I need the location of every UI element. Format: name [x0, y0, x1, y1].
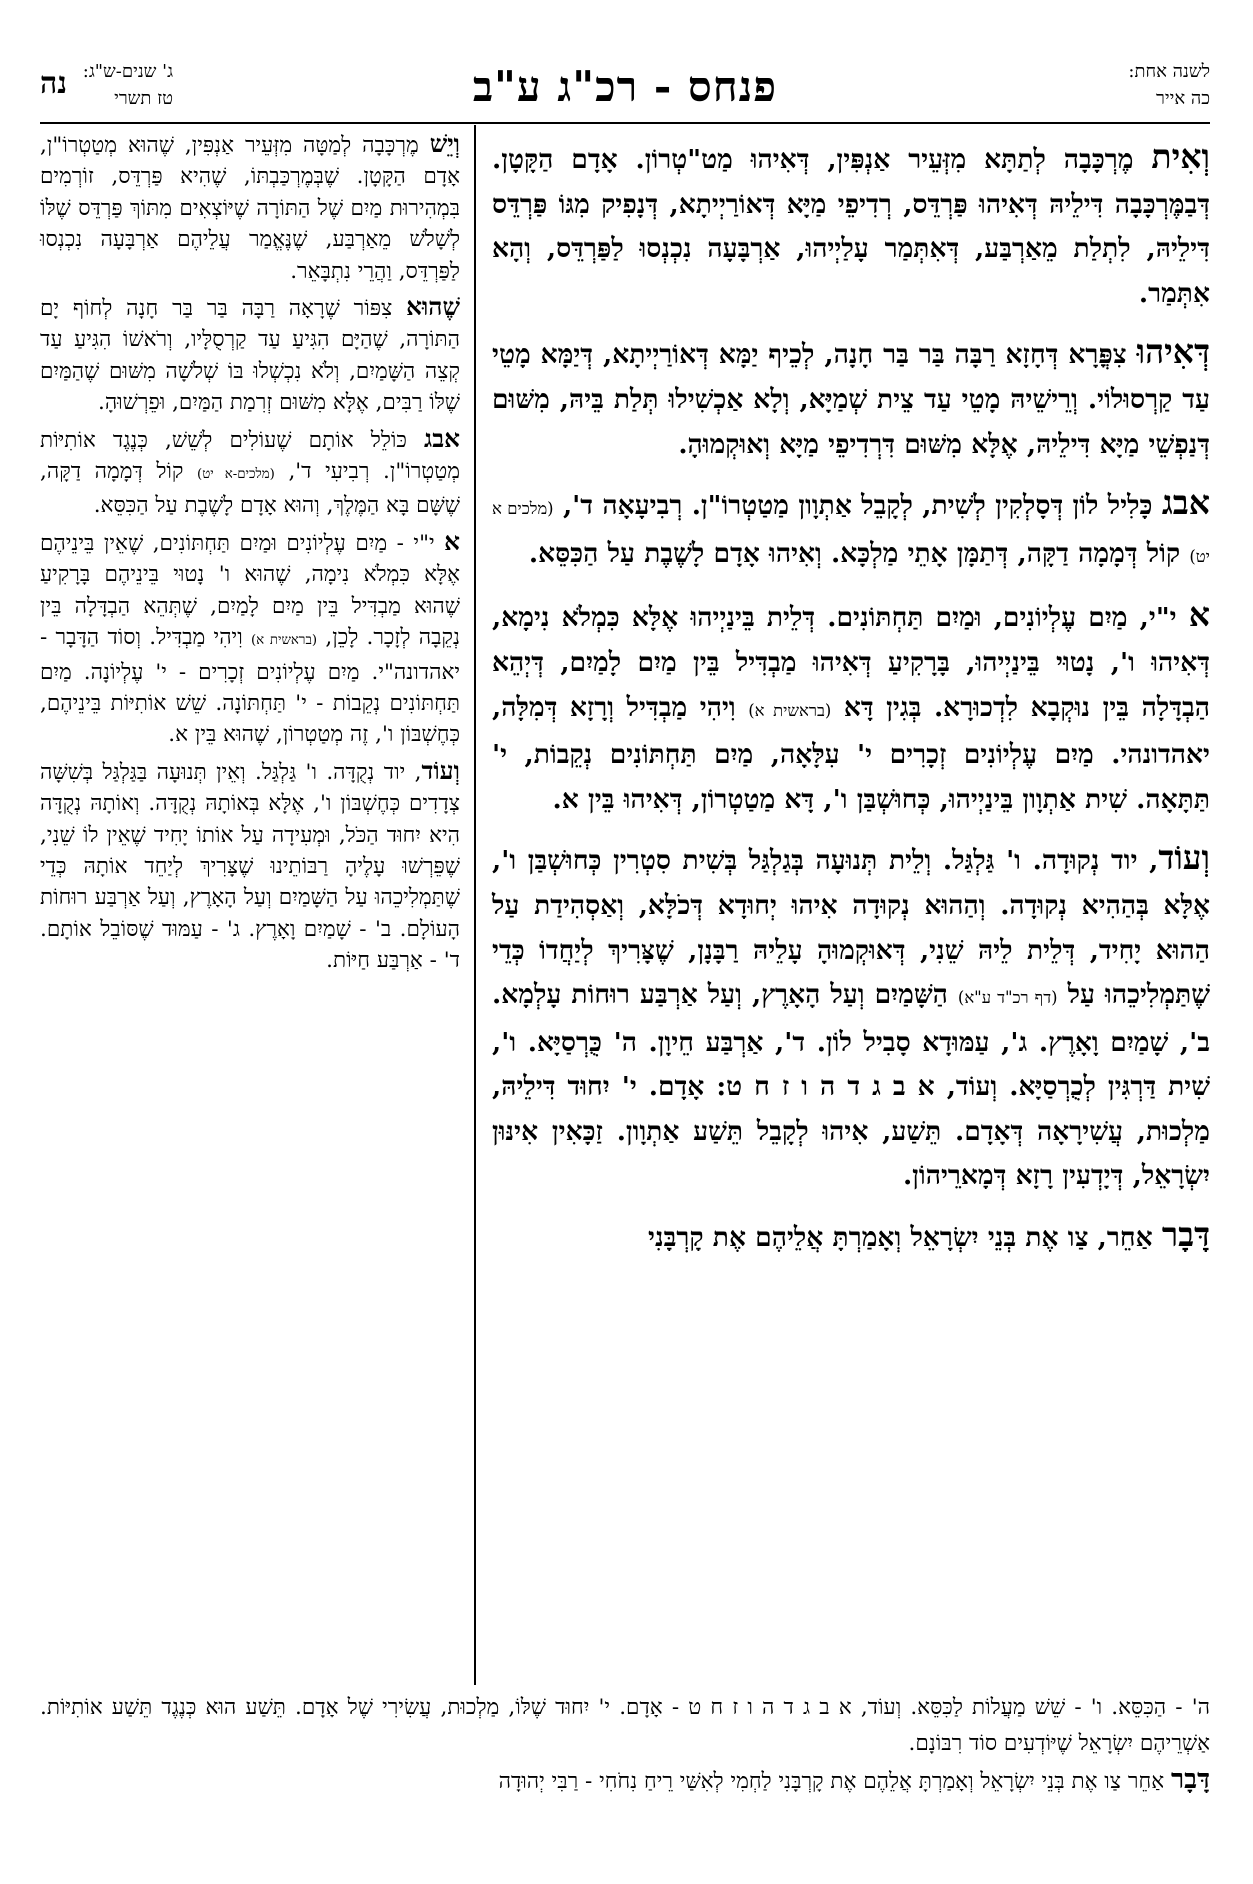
side-lead-word: שֶׁהוּא — [406, 292, 460, 322]
side-lead-word: וְעוֹד — [421, 755, 460, 785]
main-lead-word: אבג — [1161, 483, 1210, 523]
main-text: אַחֵר, צַו אֶת בְּנֵי יִשְׂרָאֵל וְאָמַרְתָּ אֲלֵיהֶם אֶת קָרְבָּנִי — [648, 1222, 1162, 1254]
side-paragraph-1 — [40, 128, 460, 287]
main-column — [492, 135, 1210, 1685]
header-left-line2: טז תשרי — [114, 88, 174, 109]
header-left-line1: ג' שנים-ש"ג: — [82, 61, 174, 82]
main-text: צִפֳּרָא דְּחָזָא רַבָּה בַּר בַּר חָנָה, לְכֵיף יַמָּא דְּאוֹרַיְיתָא, דְּיַמָּא מָטֵי עַד קַרְסוּלוֹי. וְרֵישֵׁיהּ מָטֵי עַד צֵית שְׁמַיָּא, וְלָא אַכְשִׁילוּ תְּלַת בֵּיהּ, מִשּׁוּם דְּנַפְשֵׁי מַיָּא דִּילֵיהּ, אֶלָּא מִשּׁוּם דִּרְדִיפֵי מַיָּא וְאוּקְמוּהָ. — [492, 339, 1210, 460]
header-left-block — [40, 58, 173, 112]
main-text: מֶרְכָּבָה לְתַתָּא מִזְּעֵיר אַנְפִּין, דְּאִיהוּ מַט"טְרוֹן. אָדָם הַקָּטָן. דְּבַמֶּרְכָּבָה דִּילֵיהּ דְּאִיהוּ פַּרְדֵּס, רְדִיפֵי מַיָּא דְּאוֹרַיְיתָא, דְּנָפִיק מִגּוֹ פַּרְדֵּס דִּילֵיהּ, לִתְלַת מֵאַרְבַּע, דְּאִתְּמַר עָלַיְיהוּ, אַרְבָּעָה נִכְנְסוּ לַפַּרְדֵּס, וְהָא אִתְּמַר. — [492, 144, 1210, 309]
side-lead-word: אבג — [424, 423, 460, 453]
page-header — [40, 52, 1210, 124]
verse-citation: (מלכים א יט) — [492, 499, 1210, 566]
bottom-full-width-text — [40, 1690, 1210, 1870]
main-text: י"י, מַיִם עֶלְיוֹנִים, וּמַיִם תַּחְתּוֹנִים. דְּלֵית בֵּינַיְיהוּ אֶלָּא כִּמְלֹא נִימָא, דְּאִיהוּ ו', נָטוּי בֵּינַיְיהוּ, בָּרָקִיעַ דְּאִיהוּ מַבְדִּיל בֵּין מַיִם לָמַיִם, דְּיְהֵא הַבְדָּלָה בֵּין נוּקְבָא לִדְכוּרָא. בְּגִין דָּא — [492, 602, 1211, 723]
main-paragraph-3 — [492, 481, 1210, 579]
verse-citation: (בראשית א) — [748, 700, 832, 720]
main-paragraph-1 — [492, 135, 1210, 316]
bottom-text-2: אַחֵר צַו אֶת בְּנֵי יִשְׂרָאֵל וְאָמַרְתָּ אֲלֵהֶם אֶת קָרְבָּנִי לַחְמִי לְאִשַּׁי רֵיחַ נִחֹחִי - רַבִּי יְהוּדָה — [498, 1769, 1171, 1794]
column-divider — [474, 125, 476, 1685]
main-text-cont: קוֹל דְּמָמָה דַקָּה, דְּתַמָּן אָתֵי מַלְכָּא. וְאִיהוּ אָדָם לָשֶׁבֶת עַל הַכִּסֵּא. — [528, 537, 1190, 569]
main-paragraph-2 — [492, 330, 1210, 467]
main-paragraph-6 — [492, 1213, 1210, 1261]
side-text-cont: קוֹל דְּמָמָה דַקָּה, שֶׁשָּׁם בָּא הַמֶּלֶךְ, וְהוּא אָדָם לָשֶׁבֶת עַל הַכִּסֵּא. — [40, 459, 460, 519]
main-text-cont: וִיהִי מַבְדִּיל וְרָזָא דְּמִלָּה, יאהדונהי. מַיִם עֶלְיוֹנִים זְכָרִים י' עִלָּאָה, מַיִם תַּחְתּוֹנִים נְקֵבוֹת, י' תַּתָּאָה. שִׁית אַתְוָון בֵּינַיְיהוּ, כְּחוּשְׁבַּן ו', דָּא מַטַטְרוֹן, דְּאִיהוּ בֵּין א. — [492, 691, 1210, 815]
main-paragraph-5 — [492, 836, 1210, 1199]
translation-column — [40, 128, 460, 1688]
page-citation: (דף רכ"ד ע"א) — [957, 988, 1058, 1008]
side-lead-word: א — [444, 526, 460, 556]
side-lead-word: וְיֵשׁ — [429, 129, 460, 158]
main-lead-word: וְאִית — [1151, 137, 1210, 176]
main-paragraph-4 — [492, 593, 1210, 822]
side-text: י"י - מַיִם עֶלְיוֹנִים וּמַיִם תַּחְתּוֹנִים, שֶׁאֵין בֵּינֵיהֶם אֶלָּא כִּמְלֹא נִימָה, שֶׁהוּא ו' נָטוּי בֵּינֵיהֶם בָּרָקִיעַ שֶׁהוּא מַבְדִּיל בֵּין מַיִם לָמַיִם, שֶׁתְּהֵא הַבְדָּלָה בֵּין נְקֵבָה לְזָכָר. לָכֵן, — [40, 530, 460, 651]
main-lead-word: וְעוֹד — [1158, 838, 1210, 878]
header-left-lines — [83, 58, 173, 112]
header-right-line1: לשנה אחת: — [1128, 61, 1210, 82]
side-text: מֶרְכָּבָה לְמַטָּה מִזְּעֵיר אַנְפִּין, שֶׁהוּא מְטַטְרוֹ"ן, אָדָם הַקָּטָן. שֶׁבְּמֶרְכַּבְתּוֹ, שֶׁהִיא פַּרְדֵּס, זוֹרְמִים בִּמְהִירוּת מַיִם שֶׁל הַתּוֹרָה שֶׁיּוֹצְאִים מִתּוֹךְ פַּרְדֵּס שֶׁלּוֹ לְשָׁלֹשׁ מֵאַרְבַּע, שֶׁנֶּאֱמַר עֲלֵיהֶם אַרְבָּעָה נִכְנְסוּ לַפַּרְדֵּס, וַהֲרֵי נִתְבָּאֵר. — [40, 133, 460, 284]
side-text: צִפּוֹר שֶׁרָאָה רַבָּה בַּר בַּר חָנָה לְחוֹף יָם הַתּוֹרָה, שֶׁהַיָּם הִגִּיעַ עַד קַרְסֻלָּיו, וְרֹאשׁוֹ הִגִּיעַ עַד קְצֵה הַשָּׁמַיִם, וְלֹא נִכְשְׁלוּ בּוֹ שְׁלֹשָׁה מִשּׁוּם שֶׁהַמַּיִם שֶׁלּוֹ רַבִּים, אֶלָּא מִשּׁוּם זְרִמַת הַמַּיִם, וּפֵרְשׁוּהָ. — [40, 296, 460, 416]
page-number: נה — [40, 66, 68, 101]
main-text-cont: הַשָּׁמַיִם וְעַל הָאָרֶץ, וְעַל אַרְבַּע רוּחוֹת עָלְמָא. ב', שָׁמַיִם וָאָרֶץ. ג', עַמּוּדָא סָבִיל לוֹן. ד', אַרְבַּע חֵיוָן. ה' כֻּרְסַיָּא. ו', שִׁית דַּרְגִּין לְכֻרְסַיָּא. וְעוֹד, א ב ג ד ה ו ז ח ט: אָדָם. י' יִחוּד דִּילֵיהּ, מַלְכוּת, עֲשִׁירָאָה דְּאָדָם. תֵּשַׁע, אִיהוּ לְקָבֵל תֵּשַׁע אַתְוָון. זַכָּאִין אִינּוּן יִשְׂרָאֵל, דְּיָדְעִין רָזָא דְּמָארֵיהוֹן. — [492, 979, 1210, 1192]
side-text: כּוֹלֵל אוֹתָם שֶׁעוֹלִים לְשֵׁשׁ, כְּנֶגֶד אוֹתִיּוֹת מְטַטְרוֹ"ן. רְבִיעִי ד', — [40, 427, 460, 485]
main-text: כָּלִיל לוֹן דְּסָלְקִין לְשִׁית, לְקָבֵל אַתְוָון מַטַטְרוֹ"ן. רְבִיעָאָה ד', — [562, 490, 1162, 522]
main-lead-word: א — [1188, 595, 1210, 635]
verse-citation: (מלכים-א יט) — [197, 467, 275, 483]
side-paragraph-5 — [40, 755, 460, 977]
side-text: , יוד נְקֻדָּה. ו' גַּלְגַּל. וְאֵין תְּנוּעָה בַּגַּלְגַּל בְּשִׁשָּׁה צְדָדִים כְּחֶשְׁבּוֹן ו', אֶלָּא בְּאוֹתָהּ נְקֻדָּה. וְאוֹתָהּ נְקֻדָּה הִיא יִחוּד הַכֹּל, וּמְעִידָה עַל אוֹתוֹ יָחִיד שֶׁאֵין לוֹ שֵׁנִי, שֶׁפֵּרְשׁוּ עָלֶיהָ רַבּוֹתֵינוּ שֶׁצָּרִיךְ לְיַחֵד אוֹתָהּ כְּדֵי שֶׁתַּמְלִיכֵהוּ עַל הַשָּׁמַיִם וְעַל הָאָרֶץ, וְעַל אַרְבַּע רוּחוֹת הָעוֹלָם. ב' - שָׁמַיִם וָאָרֶץ. ג' - עַמּוּד שֶׁסּוֹבֵל אוֹתָם. ד' - אַרְבַּע חַיּוֹת. — [40, 759, 460, 974]
side-paragraph-2 — [40, 291, 460, 419]
side-paragraph-3 — [40, 423, 460, 522]
main-lead-word: דְּאִיהוּ — [1136, 332, 1210, 372]
bottom-lead-word: דָּבָר — [1170, 1764, 1210, 1795]
page-title: פנחס - רכ"ג ע"ב — [472, 62, 778, 111]
side-text-cont: וִיהִי מַבְדִּיל. וְסוֹד הַדָּבָר - יאהדונה"י. מַיִם עֶלְיוֹנִים זְכָרִים - י' עֶלְיוֹנָה. מַיִם תַּחְתּוֹנִים נְקֵבוֹת - י' תַּחְתּוֹנָה. שֵׁשׁ אוֹתִיּוֹת בֵּינֵיהֶם, כְּחֶשְׁבּוֹן ו', זֶה מְטַטְרוֹן, שֶׁהוּא בֵּין א. — [40, 625, 460, 748]
bottom-text: ה' - הַכִּסֵּא. ו' - שֵׁשׁ מַעֲלוֹת לַכִּסֵּא. וְעוֹד, א ב ג ד ה ו ז ח ט - אָדָם. י' יִחוּד שֶׁלּוֹ, מַלְכוּת, עֲשִׂירִי שֶׁל אָדָם. תֵּשַׁע הוּא כְּנֶגֶד תֵּשַׁע אוֹתִיּוֹת. אַשְׁרֵיהֶם יִשְׂרָאֵל שֶׁיּוֹדְעִים סוֹד רִבּוֹנָם. — [40, 1695, 1210, 1756]
header-right-line2: כה אייר — [1156, 88, 1210, 109]
verse-citation: (בראשית א) — [250, 633, 318, 649]
side-paragraph-4 — [40, 526, 460, 751]
main-text: , יוד נְקוּדָה. ו' גַּלְגַּל. וְלֵית תְּנוּעָה בְּגַלְגַּל בְּשִׁית סִטְרִין כְּחוּשְׁבַּן ו', אֶלָּא בְּהַהִיא נְקוּדָה. וְהַהוּא נְקוּדָה אִיהוּ יְחוּדָא דְּכֹלָּא, וְאַסְהִידַת עַל הַהוּא יָחִיד, דְּלֵית לֵיהּ שֵׁנִי, דְּאוּקְמוּהָ עָלֵיהּ רַבָּנָן, שֶׁצָּרִיךְ לְיַחֲדוֹ כְּדֵי שֶׁתַּמְלִיכֵהוּ עַל — [492, 845, 1210, 1011]
main-lead-word: דָּבָר — [1161, 1215, 1210, 1255]
